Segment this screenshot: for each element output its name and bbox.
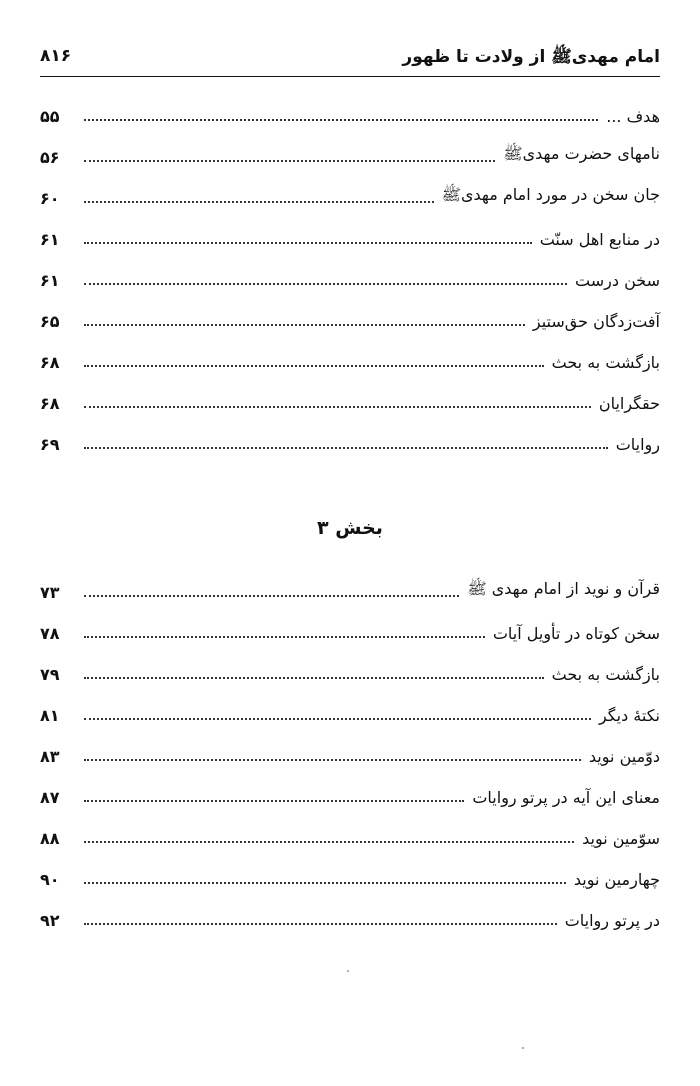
header-page-number: ۸۱۶ [40, 46, 72, 66]
scan-speck [522, 1047, 524, 1049]
toc-entry-title: سخن کوتاه در تأویل آیات [492, 624, 660, 643]
toc-entry [40, 424, 660, 454]
toc-entry-page: ۶۱ [40, 271, 60, 290]
toc-entry [40, 818, 660, 848]
toc-dot-leader [84, 636, 485, 638]
toc-entry-title: در منابع اهل سنّت [539, 230, 660, 249]
toc-entry-page: ۸۱ [40, 706, 60, 725]
toc-dot-leader [84, 447, 608, 449]
toc-entry [40, 96, 660, 126]
running-header [40, 46, 660, 78]
toc-entry-page: ۶۹ [40, 435, 60, 454]
toc-dot-leader [84, 160, 495, 162]
scan-speck [347, 970, 349, 972]
toc-entry-page: ۷۹ [40, 665, 60, 684]
toc-entry-title: سوّمین نوید [582, 829, 660, 848]
toc-entry-page: ۶۵ [40, 312, 60, 331]
toc-dot-leader [84, 324, 525, 326]
toc-dot-leader [84, 923, 557, 925]
toc-entry-page: ۹۲ [40, 911, 60, 930]
toc-entry-title: روایات [615, 435, 660, 454]
toc-entry-title: هدف ... [606, 107, 660, 126]
toc-entry-title: بازگشت به بحث [551, 353, 660, 372]
toc-entry-title: چهارمین نوید [573, 870, 660, 889]
toc-dot-leader [84, 841, 574, 843]
toc-entry [40, 654, 660, 684]
toc-entry-page: ۵۶ [40, 148, 60, 167]
toc-entry-title: نامهای حضرت مهدیﷺ [503, 144, 660, 163]
toc-entry [40, 613, 660, 643]
toc-entry-title: آفت‌زدگان حق‌ستیز [532, 312, 660, 331]
toc-entry-page: ۸۷ [40, 788, 60, 807]
toc-entry-page: ۶۸ [40, 394, 60, 413]
toc-entry [40, 900, 660, 930]
toc-entry [40, 695, 660, 725]
toc-dot-leader [84, 242, 532, 244]
toc-dot-leader [84, 595, 459, 597]
toc-entry [40, 342, 660, 372]
toc-dot-leader [84, 882, 566, 884]
section-heading: بخش ۳ [317, 517, 383, 539]
toc-entry-page: ۸۳ [40, 747, 60, 766]
toc-entry-title: حقگرایان [598, 394, 660, 413]
toc-entry-title: جان سخن در مورد امام مهدیﷺ [441, 185, 660, 204]
toc-entry [40, 736, 660, 766]
toc-dot-leader [84, 718, 591, 720]
toc-entry [40, 260, 660, 290]
toc-entry-title: دوّمین نوید [588, 747, 660, 766]
toc-dot-leader [84, 677, 544, 679]
toc-entry [40, 219, 660, 249]
toc-entry [40, 178, 660, 208]
toc-entry-title: سخن درست [575, 271, 660, 290]
toc-entry-page: ۷۳ [40, 583, 60, 602]
toc-entry [40, 777, 660, 807]
toc-dot-leader [84, 759, 581, 761]
toc-dot-leader [84, 283, 567, 285]
toc-entry-title: در پرتو روایات [564, 911, 660, 930]
toc-dot-leader [84, 406, 591, 408]
toc-entry [40, 137, 660, 167]
toc-entry-page: ۶۱ [40, 230, 60, 249]
header-divider [40, 76, 660, 77]
toc-entry-page: ۷۸ [40, 624, 60, 643]
toc-entry-title: نکتهٔ دیگر [598, 706, 660, 725]
toc-entry-page: ۶۸ [40, 353, 60, 372]
toc-entry [40, 383, 660, 413]
toc-entry-title: قرآن و نوید از امام مهدی ﷺ [467, 579, 660, 598]
toc-entry-title: بازگشت به بحث [551, 665, 660, 684]
toc-entry-title: معنای این آیه در پرتو روایات [472, 788, 660, 807]
toc-entry-page: ۵۵ [40, 107, 60, 126]
toc-dot-leader [84, 800, 464, 802]
toc-entry-page: ۶۰ [40, 189, 60, 208]
toc-entry [40, 572, 660, 602]
toc-entry [40, 859, 660, 889]
toc-entry-page: ۹۰ [40, 870, 60, 889]
toc-entry [40, 301, 660, 331]
toc-entry-page: ۸۸ [40, 829, 60, 848]
toc-dot-leader [84, 119, 598, 121]
toc-dot-leader [84, 365, 544, 367]
header-title: امام مهدیﷺ از ولادت تا ظهور [402, 47, 660, 67]
toc-dot-leader [84, 201, 434, 203]
